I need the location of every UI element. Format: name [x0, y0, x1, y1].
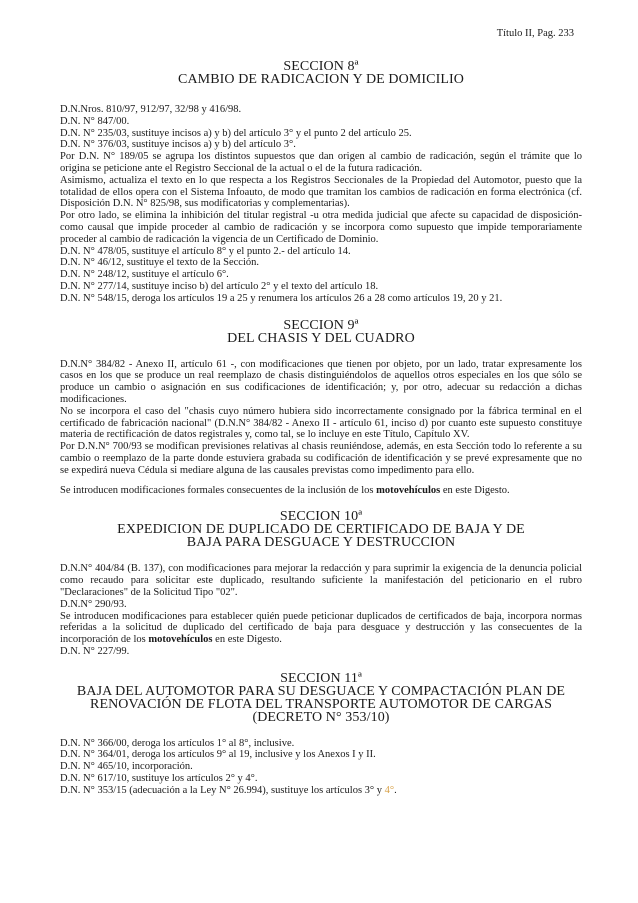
text: en este Digesto. — [212, 634, 282, 646]
paragraph — [60, 785, 582, 797]
paragraph: D.N. N° 46/12, sustituye el texto de la Sección. — [60, 257, 259, 269]
section-number: SECCION 8ª — [283, 59, 359, 74]
section-9-heading — [60, 319, 582, 345]
section-10-heading — [60, 510, 582, 549]
paragraph: Por D.N.N° 700/93 se modifican previsiones relativas al chasis reuniéndose, además, en esta Sección todo lo referente a su cambio o reemplazo de la parte donde estuviera grabada su codificación de identificación y se prevé expresamente que no se expedirá nueva Cédula si mediare alguna de las causales previstas como impedimento para ello. — [60, 441, 582, 476]
paragraph: D.N. N° 478/05, sustituye el artículo 8° y el punto 2.- del artículo 14. — [60, 245, 351, 257]
section-8-body — [60, 104, 582, 305]
text: 4° — [384, 784, 395, 796]
text: D.N. N° 353/15 (adecuación a la Ley N° 26.994), sustituye los artículos 3° y — [60, 784, 385, 796]
paragraph: D.N. N° 847/00. — [60, 115, 130, 127]
paragraph: Por otro lado, se elimina la inhibición del titular registral -u otra medida judicial que afecte su capacidad de disposición- como causal que impide proceder al cambio de radicación y se incorpora como supuesto que impide temporariamente proceder al cambio de radicación la vigencia de un Certificado de Dominio. — [60, 210, 582, 245]
section-title: DEL CHASIS Y DEL CUADRO — [227, 330, 415, 346]
paragraph: D.N.N° 290/93. — [60, 598, 127, 610]
paragraph: D.N.N° 384/82 - Anexo II, artículo 61 -, con modificaciones que tienen por objeto, por un lado, tratar expresamente los casos en los que se produce un real reemplazo de chasis distinguiéndolos de aquellos otros especiales en los que sólo se produce un cambio o asignación en sus codificaciones de identificación; y, por otro, adecuar su redacción a dichas modificaciones. — [60, 358, 582, 405]
section-8-heading — [60, 60, 582, 86]
paragraph: D.N. N° 227/99. — [60, 645, 130, 657]
section-title: CAMBIO DE RADICACION Y DE DOMICILIO — [178, 72, 464, 87]
text: . — [394, 784, 397, 796]
page-reference: Título II, Pag. 233 — [496, 28, 574, 39]
paragraph: Asimismo, actualiza el texto en lo que respecta a los Registros Seccionales de la Propiedad del Automotor, puesto que la totalidad de ellos opera con el Sistema Infoauto, de modo que tramitan los cambios de radicación en forma electrónica (cf. Disposición D.N. N° 825/98, sus modificatorias y complementarias). — [60, 174, 582, 210]
paragraph: No se incorpora el caso del "chasis cuyo número hubiera sido incorrectamente consignado por la fábrica terminal en el certificado de fabricación nacional" (D.N.N° 384/82 - Anexo II - artículo 61, inciso d) por cuanto este supuesto constituye materia de rectificación de datos registrales y, como tal, se lo incluye en este Título, Capítulo XV. — [60, 405, 582, 441]
text: Se introducen modificaciones para establecer quién puede peticionar duplicados de certificados de baja, incorpora normas referidas a la solicitud de duplicado del certificado de baja para desguace y destrucción y las consecuentes de la incorporación de los — [60, 610, 582, 646]
text: en este Digesto. — [440, 484, 510, 496]
paragraph: D.N. N° 277/14, sustituye inciso b) del artículo 2° y el texto del artículo 18. — [60, 280, 379, 292]
section-number: SECCION 11ª — [280, 670, 362, 686]
section-11-body — [60, 738, 582, 797]
section-title-line: RENOVACIÓN DE FLOTA DEL TRANSPORTE AUTOMOTOR DE CARGAS — [90, 696, 552, 712]
section-10-body — [60, 563, 582, 657]
paragraph: D.N. N° 248/12, sustituye el artículo 6°. — [60, 269, 229, 281]
text: Se introducen modificaciones formales consecuentes de la inclusión de los — [60, 484, 377, 496]
section-title-line: EXPEDICION DE DUPLICADO DE CERTIFICADO DE BAJA Y DE — [117, 522, 525, 538]
bold-term: motovehículos — [148, 634, 213, 646]
paragraph: D.N. N° 364/01, deroga los artículos 9° al 19, inclusive y los Anexos I y II. — [60, 749, 376, 761]
paragraph: D.N.N° 404/84 (B. 137), con modificaciones para mejorar la redacción y para suprimir la exigencia de la denuncia policial como recaudo para solicitar este duplicado, resultando suficiente la manifestación del peticionario en el rubro "Declaraciones" de la Solicitud Tipo "02". — [60, 563, 582, 598]
paragraph: Por D.N. N° 189/05 se agrupa los distintos supuestos que dan origen al cambio de radicación, según el trámite que lo origina se peticione ante el Registro Seccional de la actual o el de la futura radicación. — [60, 151, 582, 174]
paragraph: D.N. N° 548/15, deroga los artículos 19 a 25 y renumera los artículos 26 a 28 como artículos 19, 20 y 21. — [60, 292, 503, 304]
bold-term: motovehículos — [376, 484, 441, 496]
paragraph: D.N. N° 366/00, deroga los artículos 1° al 8°, inclusive. — [60, 737, 295, 749]
paragraph — [60, 611, 582, 646]
document-body — [60, 58, 582, 797]
paragraph: D.N. N° 376/03, sustituye incisos a) y b) del artículo 3°. — [60, 139, 296, 151]
section-title-line: (DECRETO N° 353/10) — [252, 709, 390, 725]
section-9-body — [60, 359, 582, 497]
section-title-line: BAJA DEL AUTOMOTOR PARA SU DESGUACE Y COMPACTACIÓN PLAN DE — [76, 683, 566, 699]
paragraph: D.N. N° 465/10, incorporación. — [60, 761, 193, 773]
paragraph: D.N. N° 617/10, sustituye los artículos 2° y 4°. — [60, 773, 258, 785]
paragraph — [60, 485, 582, 497]
section-number: SECCION 10ª — [279, 509, 363, 525]
section-11-heading — [60, 672, 582, 724]
paragraph: D.N.Nros. 810/97, 912/97, 32/98 y 416/98. — [60, 104, 242, 115]
section-number: SECCION 9ª — [283, 317, 359, 333]
paragraph: D.N. N° 235/03, sustituye incisos a) y b) del artículo 3° y el punto 2 del artículo 25. — [60, 127, 412, 139]
section-title-line: BAJA PARA DESGUACE Y DESTRUCCION — [186, 535, 456, 551]
